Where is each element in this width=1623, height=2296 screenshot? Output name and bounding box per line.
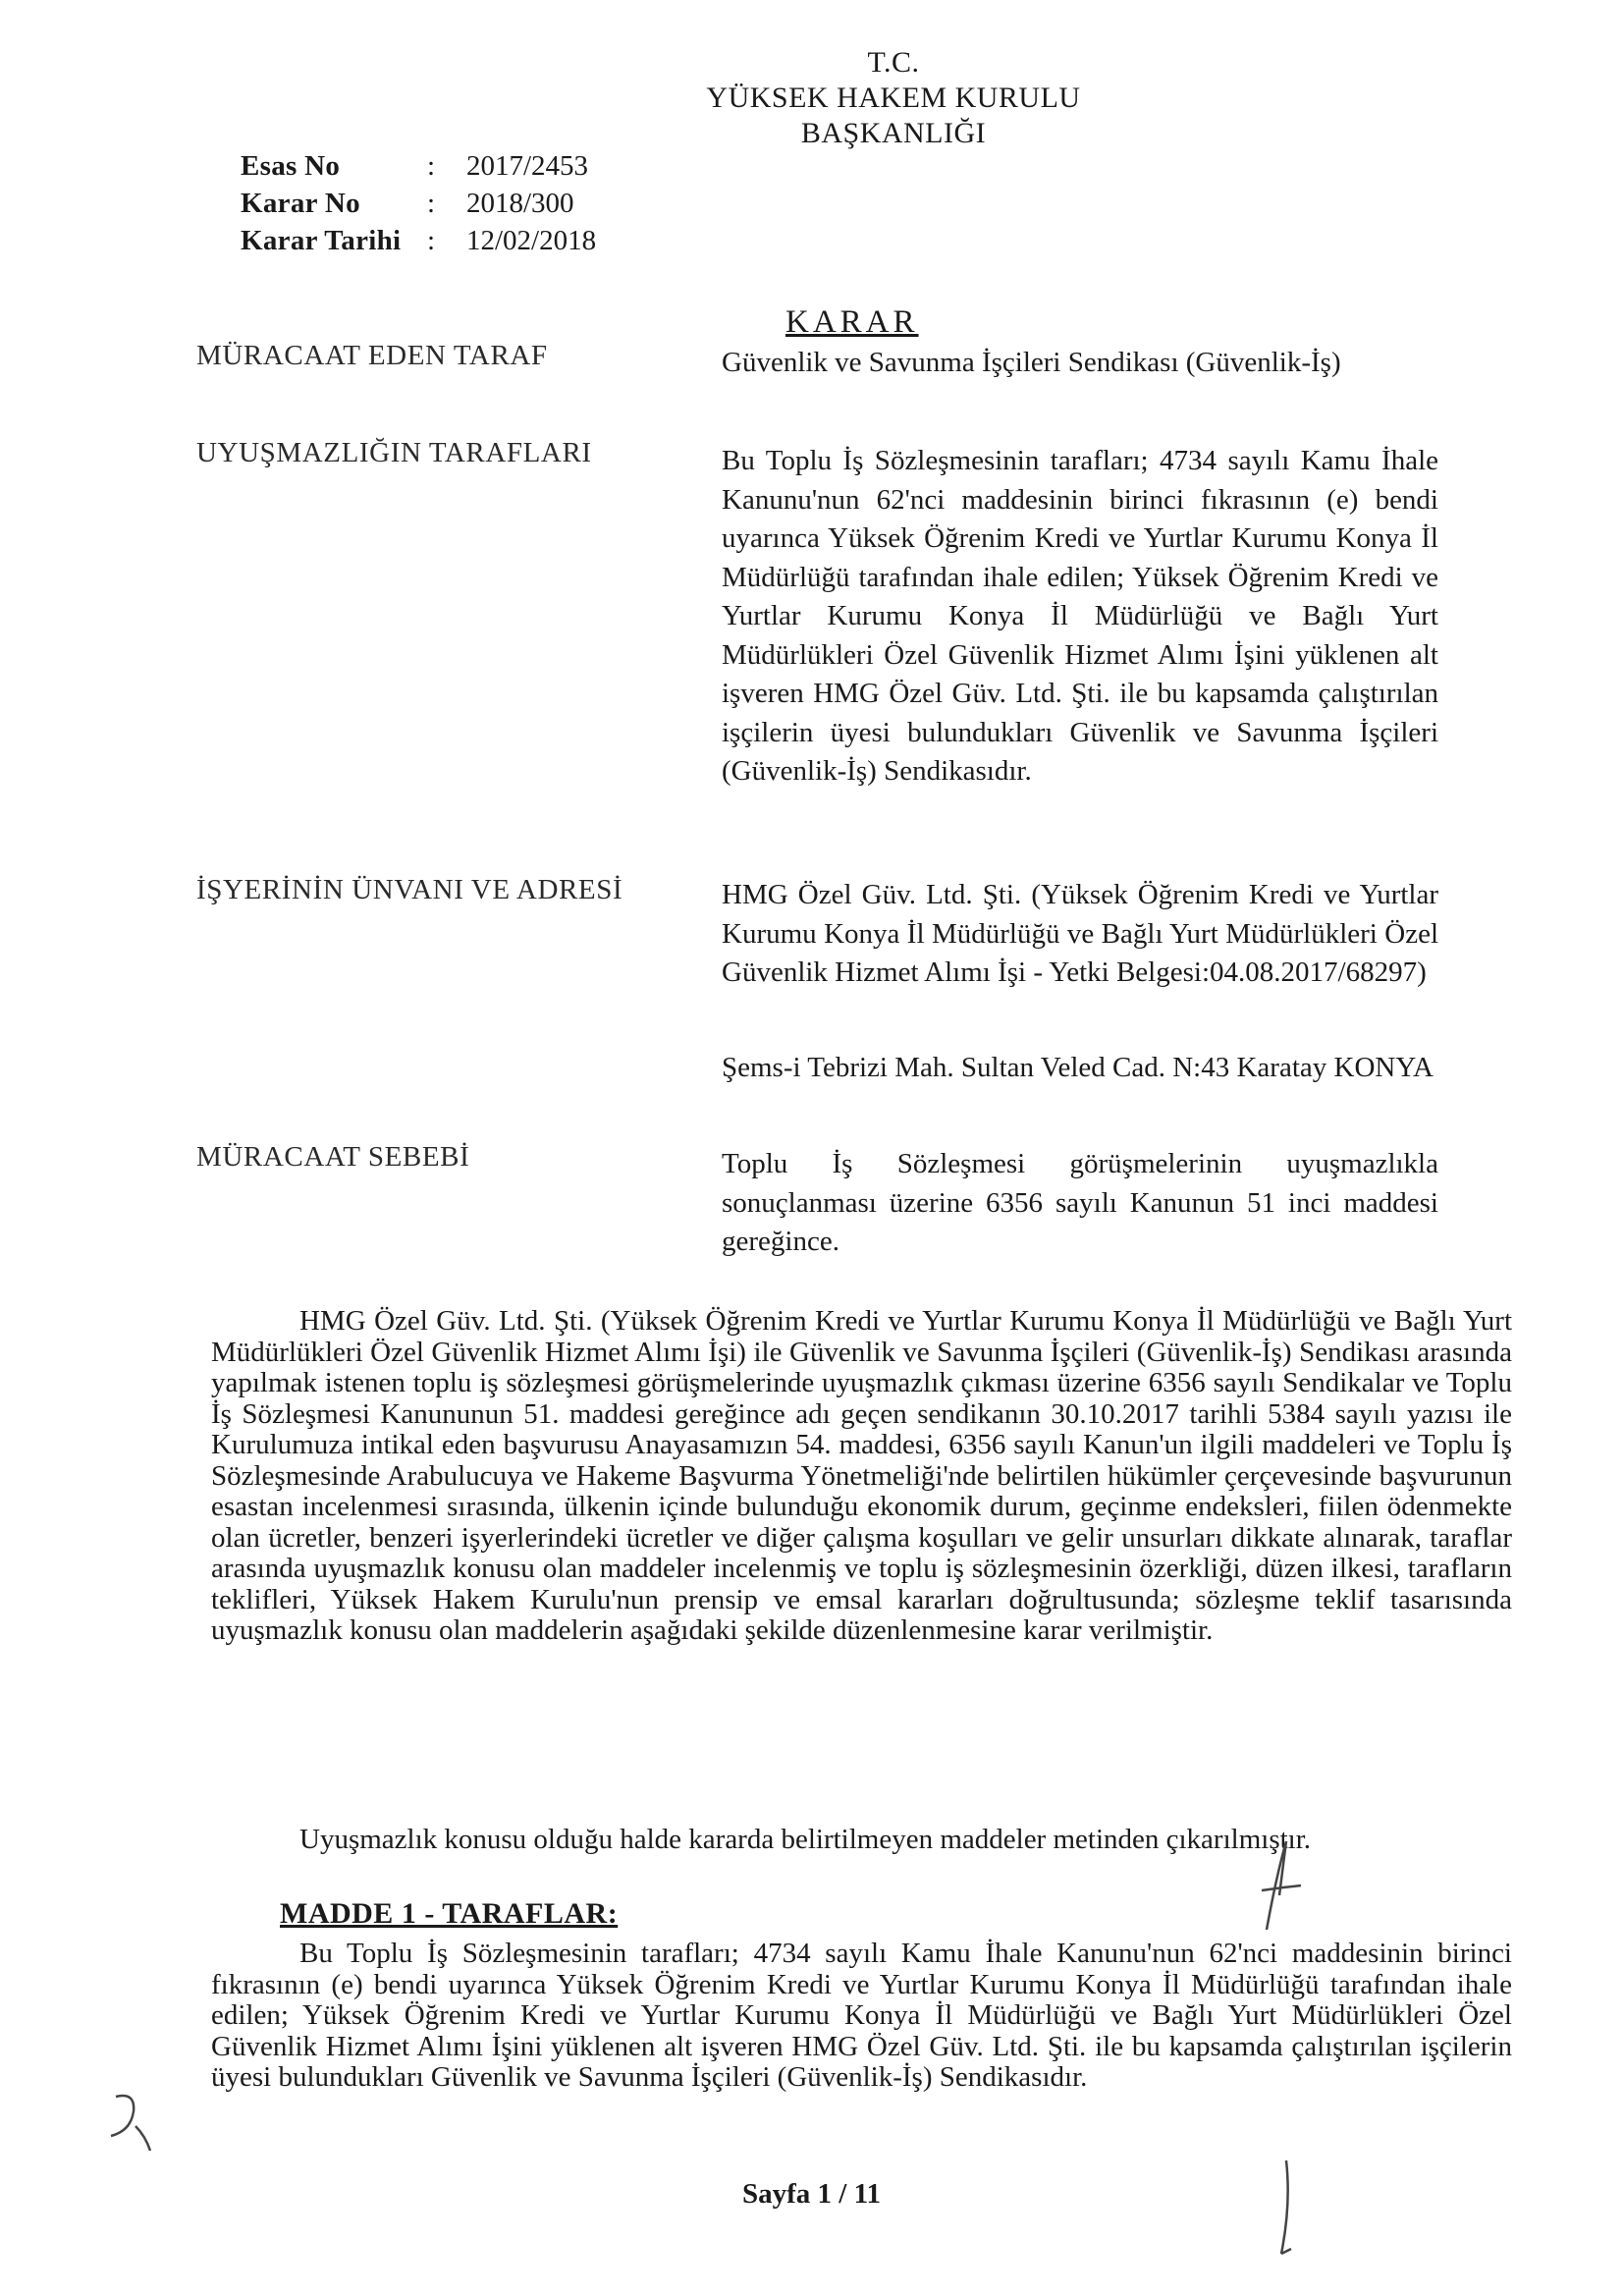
reason-label: MÜRACAAT SEBEBİ [196, 1141, 470, 1173]
parties-value: Bu Toplu İş Sözleşmesinin tarafları; 4734 sayılı Kamu İhale Kanunu'nun 62'nci maddesinin birinci fıkrasının (e) bendi uyarınca Yüksek Öğrenim Kredi ve Yurtlar Kurumu Konya İl Müdürlüğü tarafından ihale edilen; Yüksek Öğrenim Kredi ve Yurtlar Kurumu Konya İl Müdürlüğü ve Bağlı Yurt Müdürlükleri Özel Güvenlik Hizmet Alımı İşini yüklenen alt işveren HMG Özel Güv. Ltd. Şti. ile bu kapsamda çalıştırılan işçilerin üyesi bulundukları Güvenlik ve Savunma İşçileri (Güvenlik-İş) Sendikasıdır. [722, 445, 1438, 787]
workplace-label: İŞYERİNİN ÜNVANI VE ADRESİ [196, 874, 623, 905]
applicant-label: MÜRACAAT EDEN TARAF [196, 340, 548, 371]
applicant-value: Güvenlik ve Savunma İşçileri Sendikası (Güvenlik-İş) [722, 347, 1341, 378]
parties-label: UYUŞMAZLIĞIN TARAFLARI [196, 437, 592, 468]
decision-title: KARAR [785, 304, 919, 340]
meta-label: Karar No [241, 188, 360, 219]
meta-separator: : [427, 225, 436, 256]
meta-row-esas [241, 147, 682, 185]
body-note: Uyuşmazlık konusu olduğu halde kararda belirtilmeyen maddeler metinden çıkarılmıştır. [299, 1824, 1312, 1855]
meta-label: Karar Tarihi [241, 225, 402, 256]
document-header [648, 45, 1139, 151]
meta-value: 2017/2453 [466, 150, 589, 182]
page-corner-signature-icon [1267, 2156, 1306, 2264]
workplace-address: Şems-i Tebrizi Mah. Sultan Veled Cad. N:43 Karatay KONYA [722, 1052, 1434, 1083]
reason-value: Toplu İş Sözleşmesi görüşmelerinin uyuşmazlıkla sonuçlanması üzerine 6356 sayılı Kanunun 51 inci maddesi gereğince. [722, 1148, 1438, 1257]
article-heading: MADDE 1 - TARAFLAR: [280, 1897, 619, 1930]
meta-row-date [241, 222, 682, 259]
margin-initial-icon [106, 2087, 165, 2165]
body-paragraph: HMG Özel Güv. Ltd. Şti. (Yüksek Öğrenim Kredi ve Yurtlar Kurumu Konya İl Müdürlüğü ve Bağlı Yurt Müdürlükleri Özel Güvenlik Hizmet Alımı İşi) ile Güvenlik ve Savunma İşçileri (Güvenlik-İş) Sendikası arasında yapılmak istenen toplu iş sözleşmesi görüşmelerinde uyuşmazlık çıkması üzerine 6356 sayılı Sendikalar ve Toplu İş Sözleşmesi Kanununun 51. maddesi gereğince adı geçen sendikanın 30.10.2017 tarihli 5384 sayılı yazısı ile Kurulumuza intikal eden başvurusu Anayasamızın 54. maddesi, 6356 sayılı Kanun'un ilgili maddeleri ve Toplu İş Sözleşmesinde Arabulucuya ve Hakeme Başvurma Yönetmeliği'nde belirtilen hükümler çerçevesinde başvurunun esastan incelenmesi sırasında, ülkenin içinde bulunduğu ekonomik durum, geçinme endeksleri, fiilen ödenmekte olan ücretler, benzeri işyerlerindeki ücretler ve diğer çalışma koşulları ve gelir unsurları dikkate alınarak, taraflar arasında uyuşmazlık konusu olan maddeler incelenmiş ve toplu iş sözleşmesinin özerkliği, düzen ilkesi, tarafların teklifleri, Yüksek Hakem Kurulu'nun prensip ve emsal kararları doğrultusunda; sözleşme teklif tasarısında uyuşmazlık konusu olan maddelerin aşağıdaki şekilde düzenlenmesine karar verilmiştir. [211, 1305, 1512, 1646]
meta-value: 2018/300 [466, 188, 574, 219]
workplace-value: HMG Özel Güv. Ltd. Şti. (Yüksek Öğrenim Kredi ve Yurtlar Kurumu Konya İl Müdürlüğü ve Bağlı Yurt Müdürlükleri Özel Güvenlik Hizmet Alımı İşi - Yetki Belgesi:04.08.2017/68297) [722, 879, 1438, 988]
case-meta [241, 147, 682, 259]
meta-label: Esas No [241, 150, 341, 182]
article-text: Bu Toplu İş Sözleşmesinin tarafları; 4734 sayılı Kamu İhale Kanunu'nun 62'nci maddesinin birinci fıkrasının (e) bendi uyarınca Yüksek Öğrenim Kredi ve Yurtlar Kurumu Konya İl Müdürlüğü tarafından ihale edilen; Yüksek Öğrenim Kredi ve Yurtlar Kurumu Konya İl Müdürlüğü ve Bağlı Yurt Müdürlükleri Özel Güvenlik Hizmet Alımı İşini yüklenen alt işveren HMG Özel Güv. Ltd. Şti. ile bu kapsamda çalıştırılan işçilerin üyesi bulundukları Güvenlik ve Savunma İşçileri (Güvenlik-İş) Sendikasıdır. [211, 1938, 1512, 2093]
initials-signature-icon [1232, 1836, 1321, 1954]
meta-separator: : [427, 150, 436, 182]
meta-row-karar [241, 185, 682, 222]
header-line-tc: T.C. [867, 46, 920, 79]
page-number: Sayfa 1 / 11 [742, 2178, 881, 2210]
meta-separator: : [427, 188, 436, 219]
meta-value: 12/02/2018 [466, 225, 597, 256]
header-line-presidency: BAŞKANLIĞI [800, 117, 987, 149]
header-line-institution: YÜKSEK HAKEM KURULU [706, 82, 1081, 114]
